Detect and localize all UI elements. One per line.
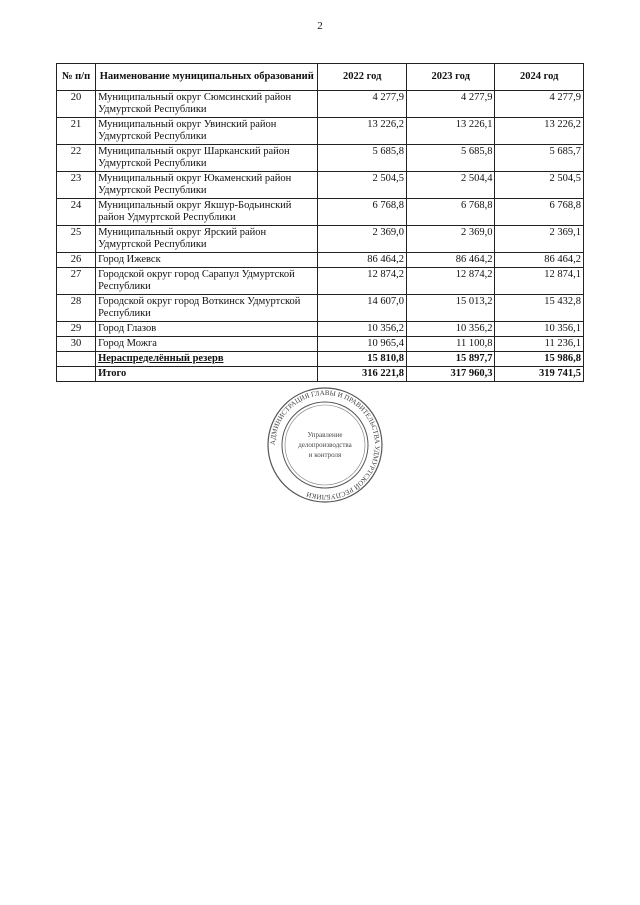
value-2023: 4 277,9 bbox=[406, 91, 495, 118]
value-2022: 10 965,4 bbox=[318, 337, 407, 352]
value-2023: 5 685,8 bbox=[406, 145, 495, 172]
value-2022: 86 464,2 bbox=[318, 253, 407, 268]
value-2024: 2 504,5 bbox=[495, 172, 584, 199]
row-number: 29 bbox=[57, 322, 96, 337]
row-number: 25 bbox=[57, 226, 96, 253]
municipality-name: Городской округ город Воткинск Удмуртской Республики bbox=[96, 295, 318, 322]
reserve-2023: 15 897,7 bbox=[406, 352, 495, 367]
total-num bbox=[57, 367, 96, 382]
value-2023: 15 013,2 bbox=[406, 295, 495, 322]
header-2023: 2023 год bbox=[406, 64, 495, 91]
total-2022: 316 221,8 bbox=[318, 367, 407, 382]
municipality-name: Муниципальный округ Ярский район Удмуртской Республики bbox=[96, 226, 318, 253]
value-2024: 5 685,7 bbox=[495, 145, 584, 172]
value-2023: 10 356,2 bbox=[406, 322, 495, 337]
row-number: 27 bbox=[57, 268, 96, 295]
row-number: 22 bbox=[57, 145, 96, 172]
value-2024: 12 874,1 bbox=[495, 268, 584, 295]
total-row bbox=[57, 367, 584, 382]
table-row bbox=[57, 322, 584, 337]
table-row bbox=[57, 337, 584, 352]
row-number: 23 bbox=[57, 172, 96, 199]
table-row bbox=[57, 145, 584, 172]
row-number: 30 bbox=[57, 337, 96, 352]
budget-table bbox=[56, 63, 584, 382]
table-row bbox=[57, 295, 584, 322]
official-stamp bbox=[265, 385, 385, 505]
table-row bbox=[57, 199, 584, 226]
value-2022: 2 369,0 bbox=[318, 226, 407, 253]
reserve-2024: 15 986,8 bbox=[495, 352, 584, 367]
row-number: 26 bbox=[57, 253, 96, 268]
value-2022: 6 768,8 bbox=[318, 199, 407, 226]
total-name: Итого bbox=[96, 367, 318, 382]
value-2024: 86 464,2 bbox=[495, 253, 584, 268]
municipality-name: Муниципальный округ Якшур-Бодьинский район Удмуртской Республики bbox=[96, 199, 318, 226]
table-body bbox=[57, 91, 584, 352]
stamp-inner-line-1: Управление bbox=[307, 431, 343, 439]
value-2023: 86 464,2 bbox=[406, 253, 495, 268]
municipality-name: Муниципальный округ Сюмсинский район Удмуртской Республики bbox=[96, 91, 318, 118]
reserve-num bbox=[57, 352, 96, 367]
table-row bbox=[57, 253, 584, 268]
total-2024: 319 741,5 bbox=[495, 367, 584, 382]
value-2022: 5 685,8 bbox=[318, 145, 407, 172]
value-2024: 10 356,1 bbox=[495, 322, 584, 337]
value-2023: 2 504,4 bbox=[406, 172, 495, 199]
municipality-name: Город Можга bbox=[96, 337, 318, 352]
value-2022: 13 226,2 bbox=[318, 118, 407, 145]
value-2022: 10 356,2 bbox=[318, 322, 407, 337]
value-2024: 15 432,8 bbox=[495, 295, 584, 322]
value-2023: 13 226,1 bbox=[406, 118, 495, 145]
header-2022: 2022 год bbox=[318, 64, 407, 91]
stamp-inner-line-2: делопроизводства bbox=[298, 441, 352, 449]
value-2024: 11 236,1 bbox=[495, 337, 584, 352]
stamp-outer-text: АДМИНИСТРАЦИЯ ГЛАВЫ И ПРАВИТЕЛЬСТВА УДМУРТСКОЙ РЕСПУБЛИКИ bbox=[268, 388, 382, 502]
table-row bbox=[57, 91, 584, 118]
municipality-name: Муниципальный округ Шарканский район Удмуртской Республики bbox=[96, 145, 318, 172]
header-name: Наименование муниципальных образований bbox=[96, 64, 318, 91]
value-2024: 13 226,2 bbox=[495, 118, 584, 145]
row-number: 21 bbox=[57, 118, 96, 145]
stamp-inner-line-3: и контроля bbox=[308, 451, 342, 459]
municipality-name: Город Ижевск bbox=[96, 253, 318, 268]
value-2023: 2 369,0 bbox=[406, 226, 495, 253]
page-number: 2 bbox=[317, 20, 323, 32]
table-header-row bbox=[57, 64, 584, 91]
value-2022: 2 504,5 bbox=[318, 172, 407, 199]
municipality-name: Городской округ город Сарапул Удмуртской Республики bbox=[96, 268, 318, 295]
value-2023: 11 100,8 bbox=[406, 337, 495, 352]
header-2024: 2024 год bbox=[495, 64, 584, 91]
reserve-2022: 15 810,8 bbox=[318, 352, 407, 367]
value-2024: 6 768,8 bbox=[495, 199, 584, 226]
value-2022: 4 277,9 bbox=[318, 91, 407, 118]
municipality-name: Муниципальный округ Юкаменский район Удмуртской Республики bbox=[96, 172, 318, 199]
row-number: 20 bbox=[57, 91, 96, 118]
table-row bbox=[57, 226, 584, 253]
value-2023: 12 874,2 bbox=[406, 268, 495, 295]
table-row bbox=[57, 268, 584, 295]
row-number: 24 bbox=[57, 199, 96, 226]
value-2022: 14 607,0 bbox=[318, 295, 407, 322]
municipality-name: Город Глазов bbox=[96, 322, 318, 337]
value-2024: 2 369,1 bbox=[495, 226, 584, 253]
reserve-row bbox=[57, 352, 584, 367]
total-2023: 317 960,3 bbox=[406, 367, 495, 382]
header-num: № п/п bbox=[57, 64, 96, 91]
value-2022: 12 874,2 bbox=[318, 268, 407, 295]
municipality-name: Муниципальный округ Увинский район Удмуртской Республики bbox=[96, 118, 318, 145]
table-row bbox=[57, 118, 584, 145]
row-number: 28 bbox=[57, 295, 96, 322]
value-2024: 4 277,9 bbox=[495, 91, 584, 118]
reserve-name: Нераспределённый резерв bbox=[96, 352, 318, 367]
value-2023: 6 768,8 bbox=[406, 199, 495, 226]
table-row bbox=[57, 172, 584, 199]
